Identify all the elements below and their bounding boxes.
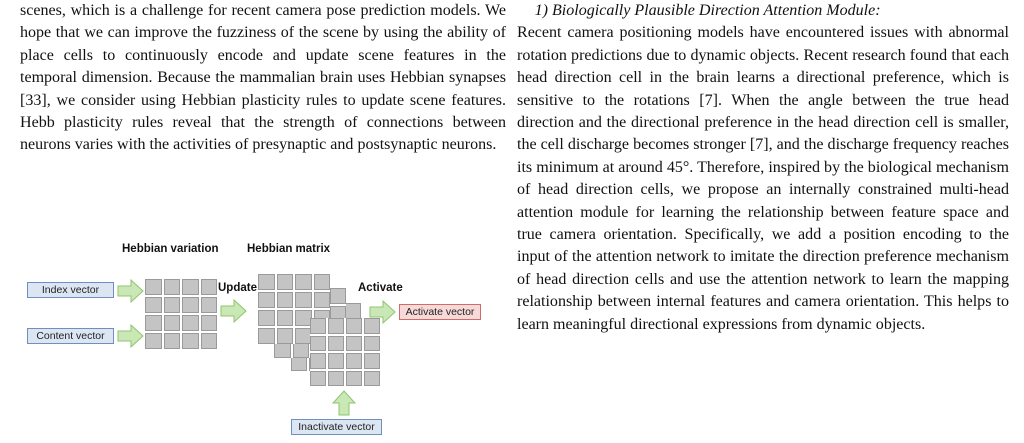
hebbian-variation-title: Hebbian variation	[122, 243, 219, 255]
hebbian-matrix-title: Hebbian matrix	[247, 243, 331, 255]
inactivate-arrow-icon	[333, 391, 355, 415]
section-heading: 1) Biologically Plausible Direction Attention Module:	[534, 2, 881, 19]
hebbian-matrix-layer-4	[310, 318, 380, 386]
content-arrow-icon	[118, 325, 144, 347]
right-column	[517, 0, 1009, 336]
activate-arrow-icon	[370, 301, 396, 323]
activate-label: Activate	[358, 282, 403, 294]
update-label: Update	[218, 282, 257, 294]
hebbian-variation-grid	[145, 279, 217, 349]
hebbian-figure	[20, 230, 506, 443]
update-arrow-icon	[221, 300, 247, 322]
content-vector-box: Content vector	[27, 328, 114, 344]
left-paragraph: scenes, which is a challenge for recent camera pose prediction models. We hope that we can improve the fuzziness of the scene by using the ability of place cells to continuously encode and update scene features in the temporal dimension. Because the mammalian brain uses Hebbian synapses [33], we consider using Hebbian plasticity rules to update scene features. Hebb plasticity rules reveal that the strength of connections between neurons varies with the activities of presynaptic and postsynaptic neurons.	[20, 2, 506, 154]
index-vector-box: Index vector	[27, 282, 114, 298]
activate-vector-box: Activate vector	[399, 304, 481, 320]
left-column	[20, 0, 506, 157]
inactivate-vector-box: Inactivate vector	[291, 419, 382, 435]
right-paragraph: Recent camera positioning models have encountered issues with abnormal rotation predictions due to dynamic objects. Recent research found that each head direction cell in the brain learns a directional preference, which is sensitive to the rotations [7]. When the angle between the true head direction and the directional preference in the head direction cell is smaller, the cell discharge becomes stronger [7], and the discharge frequency reaches its minimum at around 45°. Therefore, inspired by the biological mechanism of head direction cells, we propose an internally constrained multi-head attention module for learning the relationship between feature space and true camera orientation. Specifically, we add a position encoding to the input of the attention network to imitate the direction preference mechanism of head direction cells and use the attention network to learn the mapping relationship between internal features and camera orientation. This helps to learn meaningful directional expressions from dynamic objects.	[517, 24, 1009, 333]
index-arrow-icon	[118, 280, 144, 302]
